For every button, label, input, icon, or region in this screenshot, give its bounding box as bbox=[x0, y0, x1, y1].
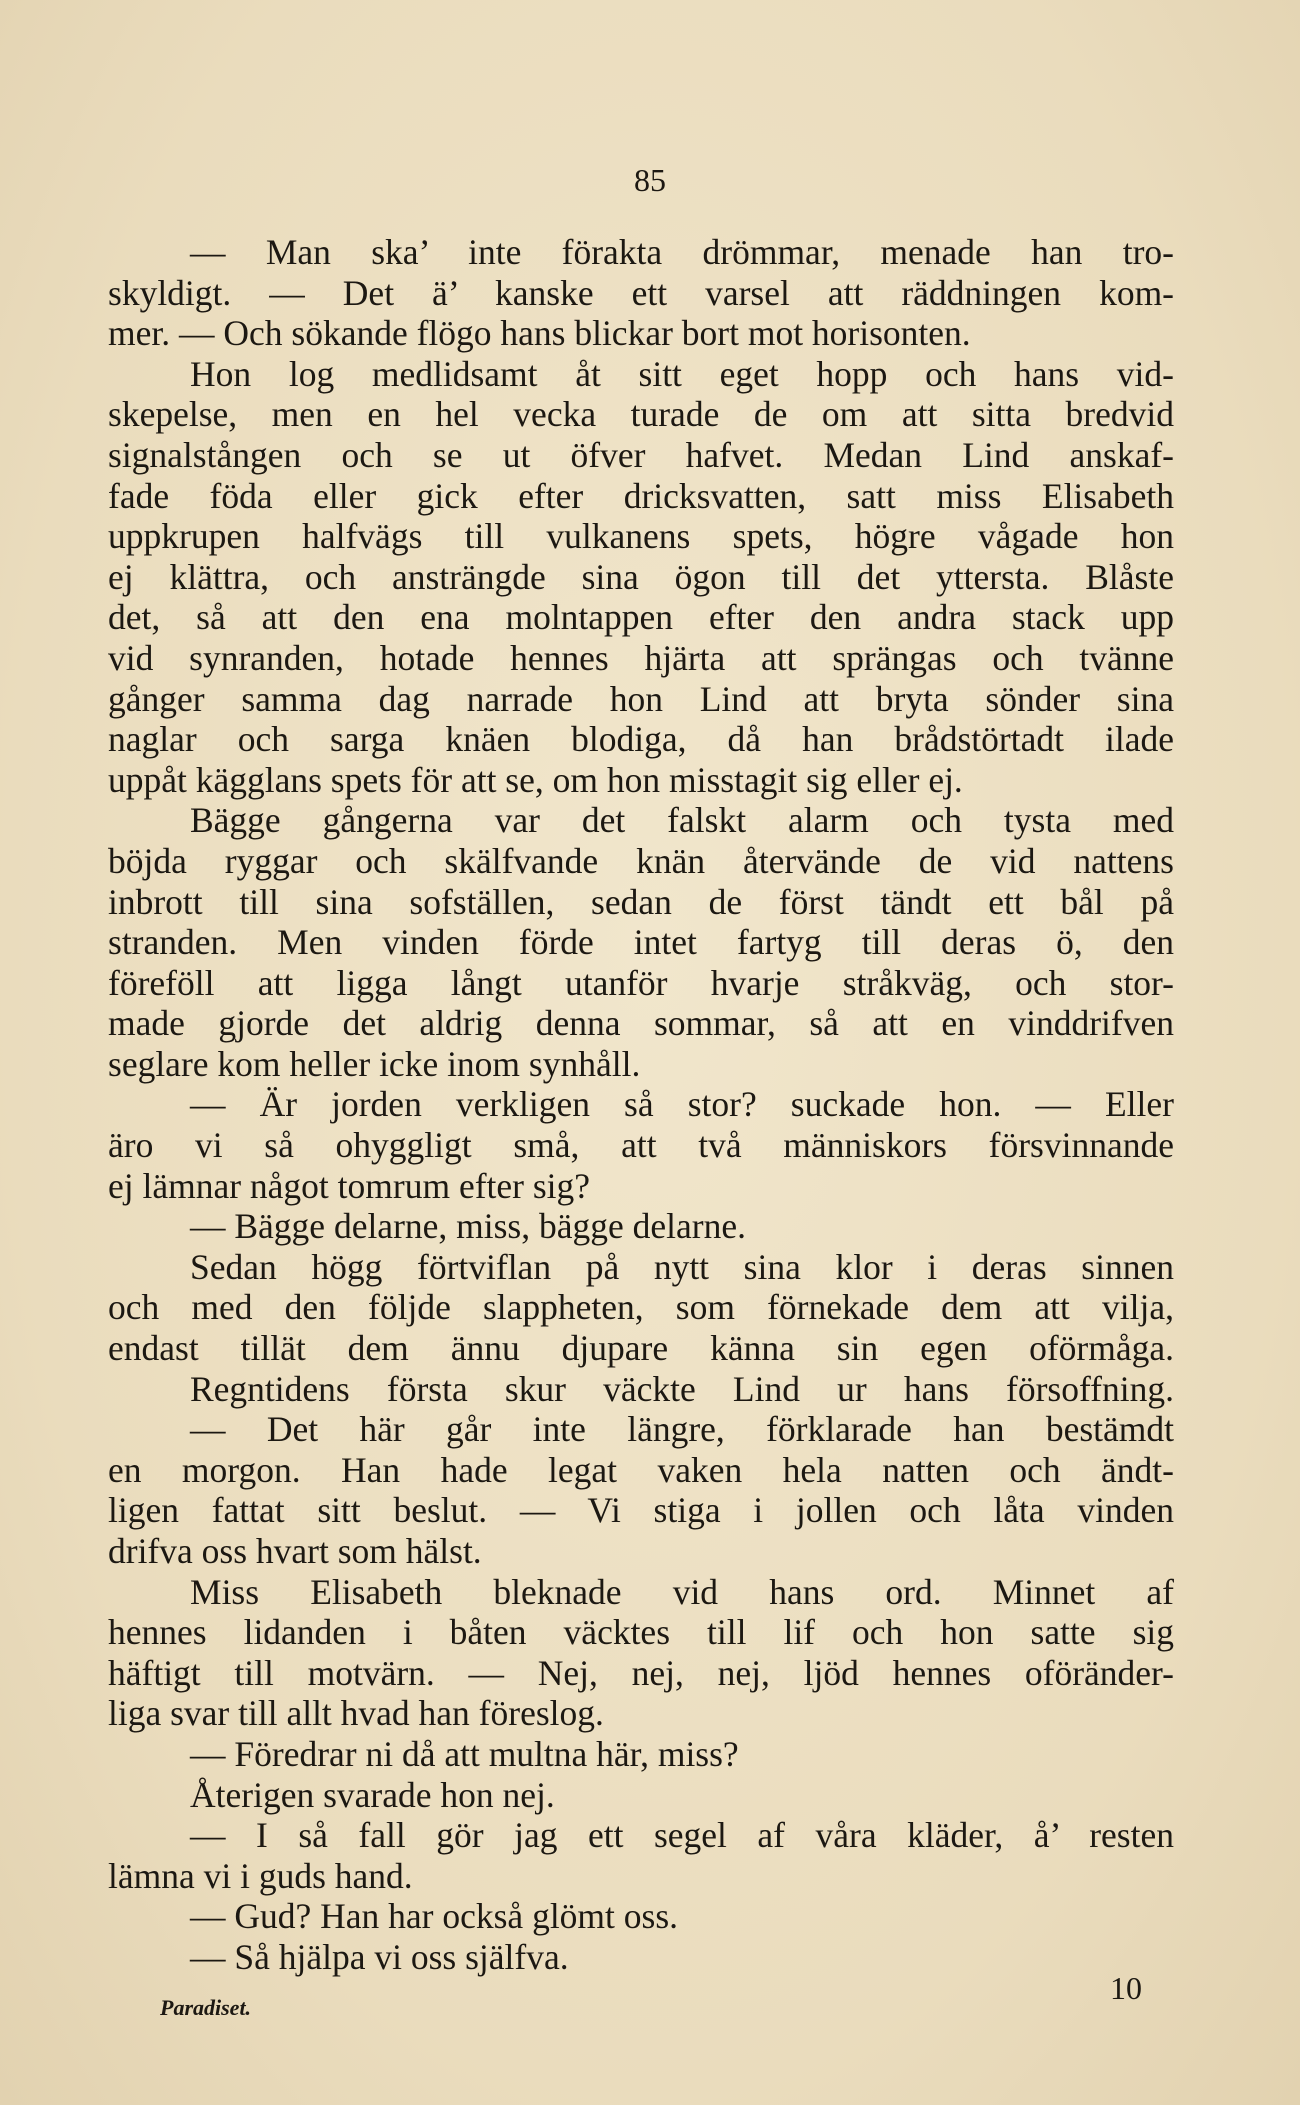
text-line: fade föda eller gick efter dricksvatten, satt miss Elisabeth bbox=[108, 475, 1174, 516]
text-line: lämna vi i guds hand. bbox=[108, 1855, 413, 1896]
text-line: ej lämnar något tomrum efter sig? bbox=[108, 1165, 591, 1206]
text-line: böjda ryggar och skälfvande knän återvände de vid nattens bbox=[108, 840, 1174, 881]
text-line: — Bägge delarne, miss, bägge delarne. bbox=[190, 1206, 746, 1247]
text-line: äro vi så ohyggligt små, att två människors försvinnande bbox=[108, 1125, 1174, 1166]
text-line: Hon log medlidsamt åt sitt eget hopp och hans vid- bbox=[190, 353, 1174, 394]
text-line: en morgon. Han hade legat vaken hela natten och ändt- bbox=[108, 1449, 1174, 1490]
text-line: — Gud? Han har också glömt oss. bbox=[190, 1896, 679, 1937]
text-line: liga svar till allt hvad han föreslog. bbox=[108, 1693, 604, 1734]
text-line: hennes lidanden i båten väcktes till lif och hon satte sig bbox=[108, 1612, 1174, 1653]
signature-mark: 10 bbox=[1110, 1970, 1142, 2006]
text-line: signalstången och se ut öfver hafvet. Medan Lind anskaf- bbox=[108, 434, 1174, 475]
text-line: Sedan högg förtviflan på nytt sina klor i deras sinnen bbox=[190, 1246, 1174, 1287]
text-line: ligen fattat sitt beslut. — Vi stiga i jollen och låta vinden bbox=[108, 1490, 1174, 1531]
text-line: skepelse, men en hel vecka turade de om att sitta bredvid bbox=[108, 394, 1174, 435]
text-line: — Så hjälpa vi oss själfva. bbox=[190, 1936, 569, 1977]
text-line: — I så fall gör jag ett segel af våra kläder, å’ resten bbox=[190, 1815, 1174, 1856]
text-line: stranden. Men vinden förde intet fartyg till deras ö, den bbox=[108, 922, 1174, 963]
text-line: vid synranden, hotade hennes hjärta att sprängas och tvänne bbox=[108, 637, 1174, 678]
text-line: made gjorde det aldrig denna sommar, så att en vinddrifven bbox=[108, 1003, 1174, 1044]
text-line: drifva oss hvart som hälst. bbox=[108, 1531, 482, 1571]
text-line: naglar och sarga knäen blodiga, då han brådstörtadt ilade bbox=[108, 719, 1174, 760]
text-line: Bägge gångerna var det falskt alarm och tysta med bbox=[190, 800, 1174, 841]
text-line: och med den följde slappheten, som förnekade dem att vilja, bbox=[108, 1287, 1174, 1328]
text-line: ej klättra, och ansträngde sina ögon till det yttersta. Blåste bbox=[108, 556, 1174, 597]
text-line: seglare kom heller icke inom synhåll. bbox=[108, 1043, 641, 1084]
text-line: inbrott till sina sofställen, sedan de först tändt ett bål på bbox=[108, 881, 1174, 922]
text-line: Återigen svarade hon nej. bbox=[190, 1774, 555, 1815]
text-line: föreföll att ligga långt utanför hvarje stråkväg, och stor- bbox=[108, 962, 1174, 1003]
text-line: — Är jorden verkligen så stor? suckade hon. — Eller bbox=[190, 1084, 1174, 1125]
text-line: skyldigt. — Det ä’ kanske ett varsel att räddningen kom- bbox=[108, 272, 1174, 313]
footer-book-title: Paradiset. bbox=[160, 1995, 252, 2020]
text-line: häftigt till motvärn. — Nej, nej, nej, ljöd hennes oföränder- bbox=[108, 1652, 1174, 1693]
page-number: 85 bbox=[634, 162, 666, 198]
text-line: — Föredrar ni då att multna här, miss? bbox=[190, 1733, 739, 1774]
text-line: Regntidens första skur väckte Lind ur hans försoffning. bbox=[190, 1368, 1174, 1409]
text-line: uppkrupen halfvägs till vulkanens spets, högre vågade hon bbox=[108, 516, 1174, 557]
text-line: endast tillät dem ännu djupare känna sin egen oförmåga. bbox=[108, 1328, 1174, 1369]
text-line: gånger samma dag narrade hon Lind att bryta sönder sina bbox=[108, 678, 1174, 719]
body-text bbox=[108, 232, 1174, 1978]
text-line: uppåt kägglans spets för att se, om hon misstagit sig eller ej. bbox=[108, 759, 963, 800]
text-line: mer. — Och sökande flögo hans blickar bort mot horisonten. bbox=[108, 313, 971, 354]
text-line: det, så att den ena molntappen efter den andra stack upp bbox=[108, 597, 1174, 638]
text-line: — Man ska’ inte förakta drömmar, menade han tro- bbox=[190, 232, 1174, 272]
text-line: Miss Elisabeth bleknade vid hans ord. Minnet af bbox=[190, 1571, 1174, 1612]
text-line: — Det här går inte längre, förklarade han bestämdt bbox=[190, 1409, 1174, 1450]
